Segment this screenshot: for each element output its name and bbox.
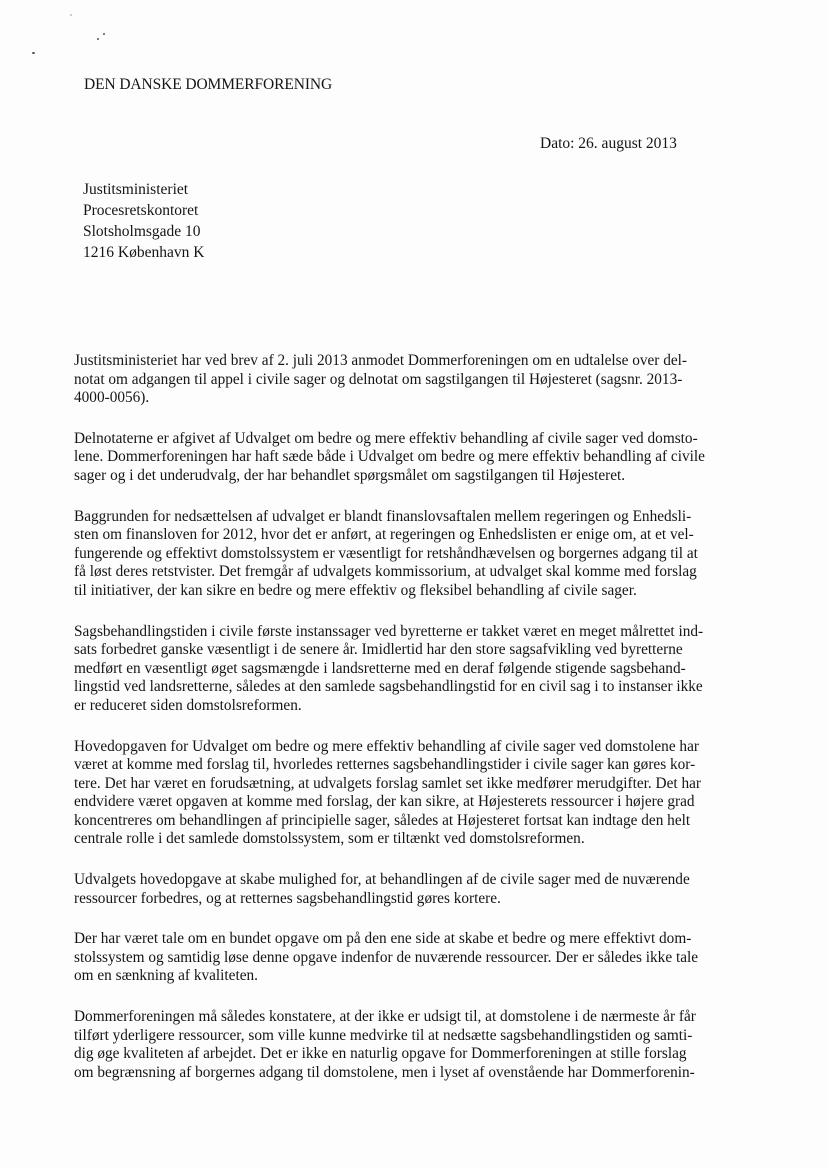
paragraph-line: få løst deres retstvister. Det fremgår af udvalgets kommissorium, at udvalget skal komme med forslag: [74, 563, 697, 581]
scan-speck: [103, 33, 105, 35]
paragraph-line: tere. Det har været en forudsætning, at udvalgets forslag samlet set ikke medfører merudgifter. Det har: [74, 774, 701, 792]
paragraph-line: 4000-0056).: [74, 389, 150, 407]
paragraph-line: sager og i det underudvalg, der har behandlet spørgsmålet om sagstilgangen til Højesteret.: [74, 466, 626, 484]
recipient-line: Justitsministeriet: [83, 181, 189, 198]
body-paragraph: [74, 352, 764, 408]
recipient-address: [83, 179, 204, 263]
paragraph-line: stolssystem og samtidig løse denne opgave indenfor de nuværende ressourcer. Der er således ikke tale: [74, 948, 699, 966]
body-paragraph: [74, 430, 764, 486]
body-paragraph: [74, 508, 764, 601]
paragraph-line: centrale rolle i det samlede domstolssystem, som er tiltænkt ved domstolsreformen.: [74, 830, 585, 848]
sender-name: DEN DANSKE DOMMERFORENING: [84, 76, 333, 93]
paragraph-line: været at komme med forslag til, hvorledes retternes sagsbehandlingstider i civile sager kan gøres kor-: [74, 756, 696, 774]
paragraph-line: endvidere været opgaven at komme med forslag, der kan sikre, at Højesterets ressourcer i højere grad: [74, 793, 695, 811]
paragraph-line: om begrænsning af borgernes adgang til domstolene, men i lyset af ovenstående har Dommerforenin-: [74, 1063, 695, 1081]
paragraph-line: Delnotaterne er afgivet af Udvalget om bedre og mere effektiv behandling af civile sager ved domsto-: [74, 429, 698, 447]
letter-date: Dato: 26. august 2013: [540, 135, 677, 152]
paragraph-line: lene. Dommerforeningen har haft sæde både i Udvalget om bedre og mere effektiv behandling af civile: [74, 448, 705, 466]
paragraph-line: Udvalgets hovedopgave at skabe mulighed for, at behandlingen af de civile sager med de nuværende: [74, 871, 690, 889]
paragraph-line: lingstid ved landsretterne, således at den samlede sagsbehandlingstid for en civil sag i to instanser ikke: [74, 678, 703, 696]
body-paragraph: [74, 623, 764, 716]
paragraph-line: Justitsministeriet har ved brev af 2. juli 2013 anmodet Dommerforeningen om en udtalelse over del-: [74, 352, 687, 369]
paragraph-line: Sagsbehandlingstiden i civile første instanssager ved byretterne er takket været en meget målrettet ind-: [74, 622, 704, 640]
paragraph-line: dig øge kvaliteten af arbejdet. Det er ikke en naturlig opgave for Dommerforeningen at stille forslag: [74, 1045, 687, 1063]
paragraph-line: fungerende og effektivt domstolssystem er væsentligt for retshåndhævelsen og borgernes adgang til at: [74, 544, 698, 562]
body-paragraph: [74, 871, 764, 908]
recipient-line: Procesretskontoret: [83, 202, 199, 219]
recipient-line: 1216 København K: [83, 244, 205, 261]
paragraph-line: er reduceret siden domstolsreformen.: [74, 696, 302, 714]
recipient-line: Slotsholmsgade 10: [83, 223, 201, 240]
paragraph-line: tilført yderligere ressourcer, som ville kunne medvirke til at nedsætte sagsbehandlingstiden og samti-: [74, 1026, 693, 1044]
paragraph-line: Hovedopgaven for Udvalget om bedre og mere effektiv behandling af civile sager ved domstolene har: [74, 737, 699, 755]
paragraph-line: Dommerforeningen må således konstatere, at der ikke er udsigt til, at domstolene i de nærmeste år får: [74, 1008, 696, 1026]
scan-speck: [32, 52, 35, 54]
paragraph-line: om en sænkning af kvaliteten.: [74, 967, 258, 985]
scan-speck: [97, 38, 99, 40]
body-paragraph: [74, 930, 764, 986]
scan-speck: [70, 14, 72, 16]
paragraph-line: til initiativer, der kan sikre en bedre og mere effektiv og fleksibel behandling af civile sager.: [74, 581, 637, 599]
paragraph-line: Baggrunden for nedsættelsen af udvalget er blandt finanslovsaftalen mellem regeringen og Enhedsli-: [74, 507, 692, 525]
paragraph-line: sats forbedret ganske væsentligt i de senere år. Imidlertid har den store sagsafvikling ved byretterne: [74, 641, 683, 659]
body-paragraph: [74, 1008, 764, 1082]
paragraph-line: koncentreres om behandlingen af principielle sager, således at Højesteret fortsat kan indtage den helt: [74, 811, 691, 829]
letter-body: [74, 352, 764, 1104]
paragraph-line: sten om finansloven for 2012, hvor det er anført, at regeringen og Enhedslisten er enige om, at et vel-: [74, 526, 694, 544]
paragraph-line: Der har været tale om en bundet opgave om på den ene side at skabe et bedre og mere effektivt dom-: [74, 930, 692, 948]
paragraph-line: ressourcer forbedres, og at retternes sagsbehandlingstid gøres kortere.: [74, 889, 501, 907]
body-paragraph: [74, 738, 764, 850]
paragraph-line: medført en væsentligt øget sagsmængde i landsretterne med en deraf følgende stigende sagsbehand-: [74, 659, 686, 677]
paragraph-line: notat om adgangen til appel i civile sager og delnotat om sagstilgangen til Højesteret (sagsnr. 2013-: [74, 370, 683, 388]
